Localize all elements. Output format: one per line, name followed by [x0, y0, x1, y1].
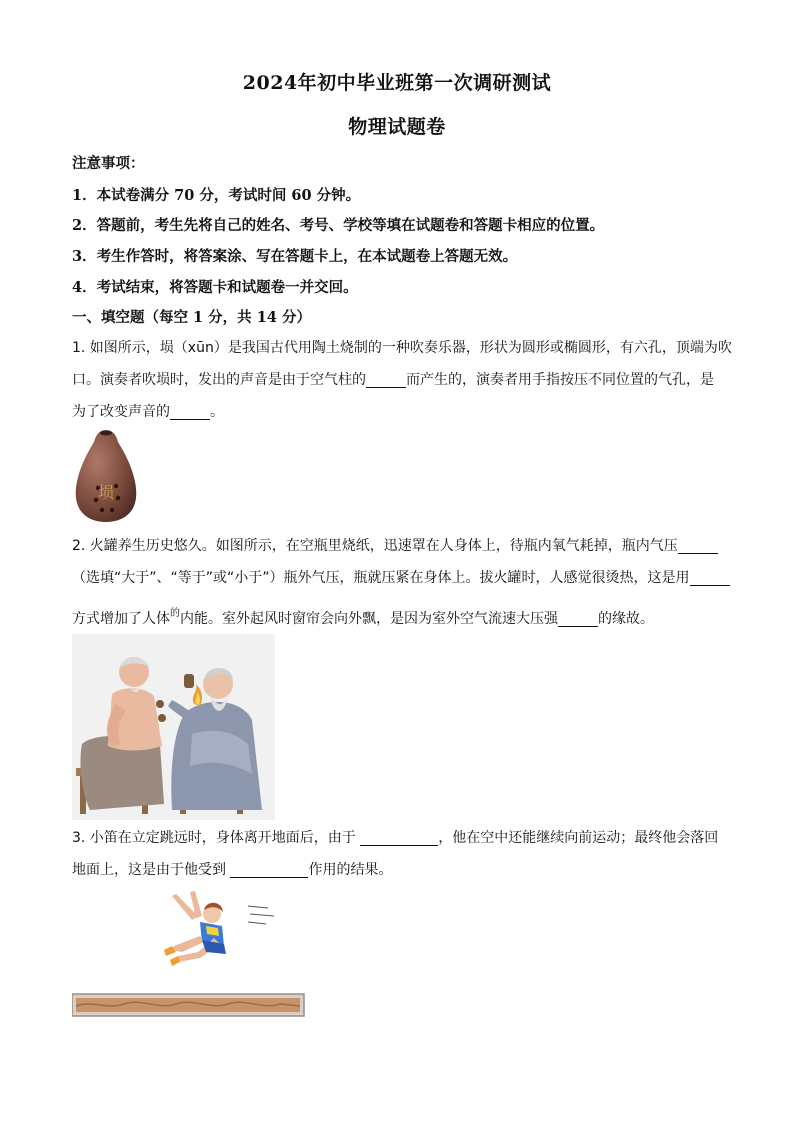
q1-line-1: 1. 如图所示，埙（xūn）是我国古代用陶土烧制的一种吹奏乐器，形状为圆形或椭圆形，有六孔，顶端为吹: [72, 340, 732, 356]
question-1: [72, 332, 732, 428]
answer-blank[interactable]: [360, 829, 438, 846]
q1-line-2: 口。演奏者吹埙时，发出的声音是由于空气柱的 而产生的，演奏者用手指按压不同位置的气孔，是: [72, 372, 714, 388]
q2-line-2: （选填“大于”、“等于”或“小于”）瓶外气压，瓶就压紧在身体上。拔火罐时，人感觉很烫热，这是用: [72, 562, 727, 594]
note-item-3: 3．考生作答时，将答案涂、写在答题卡上，在本试题卷上答题无效。: [72, 248, 518, 265]
note-item-1: 1．本试卷满分 70 分，考试时间 60 分钟。: [72, 187, 361, 204]
cupping-therapy-figure: [72, 634, 275, 820]
q3-line-2: 地面上，这是由于他受到 作用的结果。: [72, 862, 393, 878]
exam-title: 2024年初中毕业班第一次调研测试: [242, 72, 552, 94]
note-item-2: 2．答题前，考生先将自己的姓名、考号、学校等填在试题卷和答题卡相应的位置。: [72, 217, 605, 234]
answer-blank[interactable]: [690, 569, 730, 586]
notes-heading: 注意事项：: [72, 155, 145, 172]
sand-pit: [72, 994, 304, 1016]
xun-character: 埙: [97, 483, 115, 502]
long-jump-figure: [72, 890, 306, 1020]
answer-blank[interactable]: [170, 403, 210, 420]
section-heading: 一、填空题（每空 1 分，共 14 分）: [72, 309, 311, 326]
q2-line-1: 2. 火罐养生历史悠久。如图所示，在空瓶里烧纸，迅速罩在人身体上，待瓶内氧气耗掉，瓶内气压: [72, 530, 727, 562]
jumper: [164, 891, 274, 966]
note-item-4: 4．考试结束，将答题卡和试题卷一并交回。: [72, 279, 358, 296]
answer-blank[interactable]: [230, 861, 308, 878]
exam-subtitle: 物理试题卷: [348, 116, 446, 138]
answer-blank[interactable]: [678, 537, 718, 554]
question-3: [72, 822, 727, 886]
answer-blank[interactable]: [366, 371, 406, 388]
xun-ocarina-figure: [72, 428, 140, 524]
question-2: [72, 530, 727, 630]
q3-line-1: 3. 小笛在立定跳远时，身体离开地面后，由于 ，他在空中还能继续向前运动；最终他会落回: [72, 830, 719, 846]
q1-line-3: 为了改变声音的 。: [72, 404, 224, 420]
q2-line-3: 方式增加了人体$^的$内能。室外起风时窗帘会向外飘，是因为室外空气流速大压强 的缘故。: [72, 608, 654, 627]
answer-blank[interactable]: [558, 610, 598, 627]
